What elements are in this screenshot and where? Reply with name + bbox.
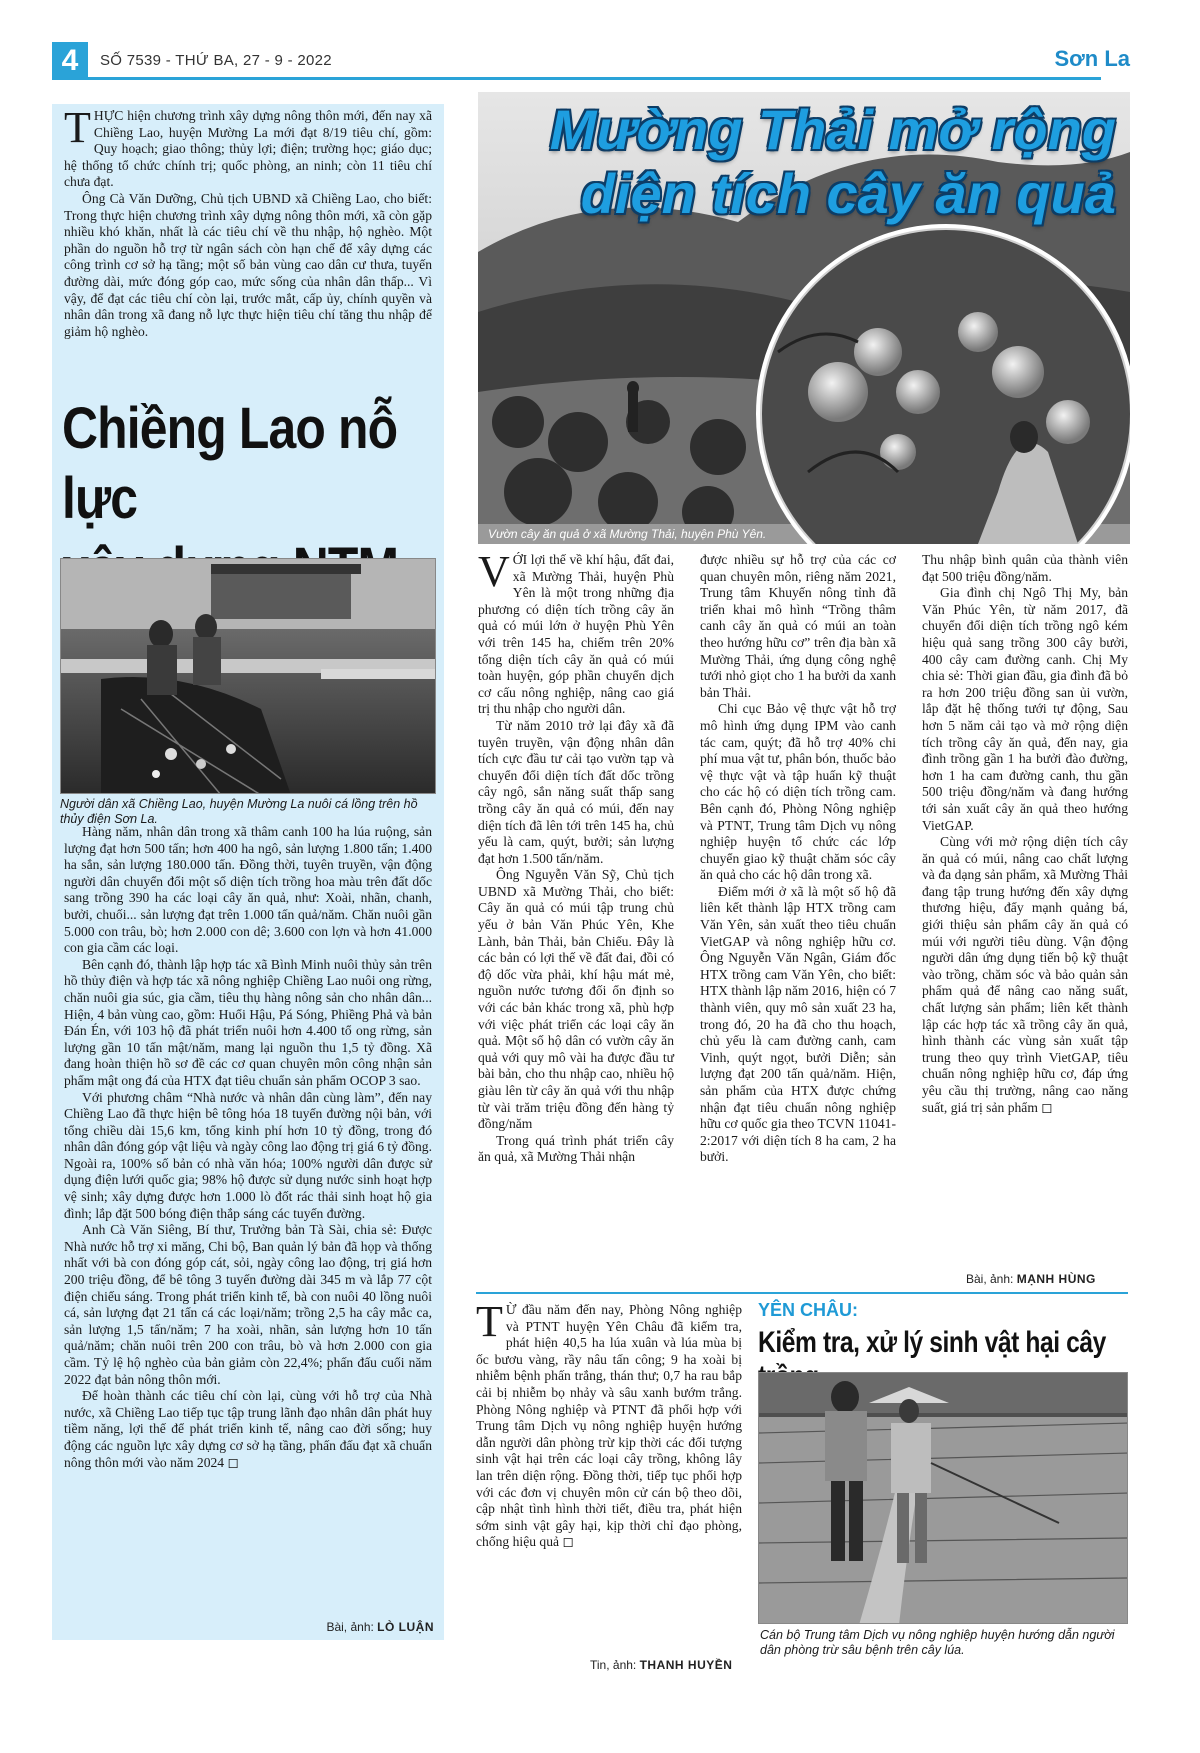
paragraph: Trong quá trình phát triển cây ăn quả, xã Mường Thải nhận — [478, 1132, 674, 1165]
issue-info: SỐ 7539 - THỨ BA, 27 - 9 - 2022 — [100, 52, 332, 69]
byline-label: Bài, ảnh: — [326, 1620, 374, 1634]
left-article-intro — [64, 103, 432, 340]
byline-name: THANH HUYỀN — [639, 1658, 733, 1672]
paragraph: Ông Cà Văn Dưỡng, Chủ tịch UBND xã Chiềng Lao, cho biết: Trong thực hiện chương trình xây dựng nông thôn mới, xã còn gặp nhiều khó khăn, nhất là các tiêu chí về thu nhập, hộ nghèo. Một phần do nguồn hỗ trợ từ ngân sách còn hạn chế để xây dựng các công trình cơ sở hạ tầng; một số bản vùng cao dân cư thưa, tuyến đường dài, mức đóng góp cao, mức sống của nhân dân thấp... Vì vậy, để đạt các tiêu chí còn lại, trước mắt, cấp ủy, chính quyền và nhân dân trong xã đang nỗ lực thực hiện tiêu chí tăng thu nhập để giảm hộ nghèo. — [64, 190, 432, 339]
page-number: 4 — [52, 42, 88, 80]
fish-photo-caption: Người dân xã Chiềng Lao, huyện Mường La nuôi cá lồng trên hồ thủy điện Sơn La. — [60, 797, 418, 826]
right-article-headline — [478, 98, 1130, 226]
paragraph: Ông Nguyễn Văn Sỹ, Chủ tịch UBND xã Mường Thải, cho biết: Cây ăn quả có múi tập trung chủ yếu ở bản Văn Phúc Yên, Khe Lành, bản Thải, bản Chiếu. Đây là các bản có lợi thế về đất đai, đồi có độ dốc vừa phải, khí hậu mát mẻ, nguồn nước tương đối ổn định so với các bản khác trong xã, phù hợp với việc phát triển các loại cây ăn quả. Một số hộ dân có vườn cây ăn quả với quy mô vài ha được đầu tư bài bản, cho thu nhập cao, nhiều hộ giàu lên từ cây ăn quả với thu nhập từ vài trăm triệu đồng đến hàng tỷ đồng/năm — [478, 867, 674, 1132]
yen-chau-title: Kiểm tra, xử lý sinh vật hại cây — [758, 1326, 1106, 1359]
paragraph: được nhiều sự hỗ trợ của các cơ quan chuyên môn, riêng năm 2021, Trung tâm Khuyến nông tỉnh đã triển khai mô hình “Trồng thâm canh cây ăn quả có múi an toàn theo hướng hữu cơ” trên địa bàn xã Mường Thải, ứng dụng công nghệ tưới nhỏ giọt cho 1 ha bưởi da xanh bản Thải. — [700, 552, 896, 700]
rice-field-image — [759, 1373, 1128, 1624]
left-article — [52, 104, 444, 1640]
dropcap: T — [476, 1297, 503, 1346]
right-byline — [966, 1272, 1096, 1286]
paragraph: Với phương châm “Nhà nước và nhân dân cùng làm”, đến nay Chiềng Lao đã thực hiện bê tông hóa 18 tuyến đường nội bản, với tổng chiều dài 15,6 km, tổng kinh phí hơn 10 tỷ đồng, trong đó nhân dân đóng góp vật liệu và ngày công lao động trị giá 6 tỷ đồng. Ngoài ra, 100% số bản có nhà văn hóa; 100% người dân được sử dụng điện lưới quốc gia; 98% hộ được sử dụng nước sinh hoạt hợp vệ sinh; xây dựng được hơn 1.000 lò đốt rác thải sinh hoạt hộ gia đình; lắp đặt 500 bóng điện thắp sáng các tuyến đường. — [64, 1089, 432, 1221]
paragraph: Chi cục Bảo vệ thực vật hỗ trợ mô hình ứng dụng IPM vào canh tác cam, quýt; đã hỗ trợ 40% chi phí mua vật tư, phân bón, thuốc bảo vệ thực vật và tập huấn kỹ thuật cho các hộ có diện tích trồng cam. Bên cạnh đó, Phòng Nông nghiệp và PTNT, Trung tâm Dịch vụ nông nghiệp huyện tổ chức các lớp chuyển giao kỹ thuật chăm sóc cây ăn quả cho các hộ dân trong xã. — [700, 701, 896, 883]
right-article-col2 — [700, 552, 896, 1166]
yen-chau-kicker: YÊN CHÂU: — [758, 1300, 859, 1320]
paragraph: Gia đình chị Ngô Thị My, bản Văn Phúc Yên, từ năm 2017, đã chuyển đổi diện tích trồng ngô kém hiệu quả sang trồng 300 cây bưởi, 400 cây cam đường canh. Chị My chia sẻ: Thời gian đầu, gia đình đã bỏ ra hơn 200 triệu đồng san ủi vườn, lắp đặt hệ thống tưới tự động, Sau hơn 5 năm cải tạo và mở rộng diện tích trồng cây ăn quả, đến nay, gia đình trồng gần 1 ha bưởi đào đường, hơn 1 ha cam đường canh, thu gần 500 triệu đồng/năm và đang hướng tới sản xuất cây ăn quả theo hướng VietGAP. — [922, 585, 1128, 833]
fish-cage-image — [61, 559, 436, 794]
page-header — [52, 42, 1130, 82]
right-article-col3 — [922, 552, 1128, 1116]
paragraph: Anh Cà Văn Siêng, Bí thư, Trưởng bản Tà Sài, chia sẻ: Được Nhà nước hỗ trợ xi măng, Chi bộ, Ban quản lý bản đã họp và thống nhất với bà con đóng góp cát, sỏi, ngày công lao động, trị giá hơn 200 triệu đồng, để bê tông 3 tuyến đường dài 345 m và lắp 77 cột điện chiếu sáng. Trong phát triển kinh tế, bà con nuôi 40 lồng nuôi cá, sản lượng đạt 21 tấn cá các loại/năm; trồng 2,5 ha cây mắc ca, sản lượng 1,5 tấn/năm; 7 ha xoài, nhãn, sản lượng hơn 10 tấn quả/năm; chăn nuôi trên 200 con trâu, bò và hơn 2.000 con gia cầm. Tỷ lệ hộ nghèo của bản giảm còn 22,4%; phấn đấu cuối năm 2022 đạt bản nông thôn mới. — [64, 1222, 432, 1387]
paragraph: Cùng với mở rộng diện tích cây ăn quả có múi, nâng cao chất lượng và đa dạng sản phẩm, xã Mường Thải đang tập trung hướng đến xây dựng thương hiệu, đẩy mạnh quảng bá, giới thiệu sản phẩm cây ăn quả có múi với người tiêu dùng. Vận động người dân ứng dụng tiến bộ kỹ thuật vào trồng, chăm sóc và bảo quản sản phẩm quả để nâng cao năng suất, chất lượng sản phẩm; liên kết thành lập các hợp tác xã trồng cây ăn quả, hình thành các vùng sản xuất tập trung theo quy trình VietGAP, tiêu chuẩn nông nghiệp hữu cơ, đáp ứng yêu cầu thị trường, nâng cao năng suất, giá trị sản phẩm ◻ — [922, 834, 1128, 1115]
paragraph: Thu nhập bình quân của thành viên đạt 500 triệu đồng/năm. — [922, 552, 1128, 584]
dropcap: T — [64, 103, 91, 152]
yen-chau-body — [476, 1297, 742, 1551]
byline-name: MẠNH HÙNG — [1016, 1272, 1096, 1286]
rice-photo-caption: Cán bộ Trung tâm Dịch vụ nông nghiệp huyện hướng dẫn người dân phòng trừ sâu bệnh trên cây lúa. — [760, 1628, 1115, 1657]
title-line: Chiềng Lao nỗ lực — [62, 396, 398, 531]
left-article-body — [64, 824, 432, 1471]
paragraph: Ừ đầu năm đến nay, Phòng Nông nghiệp và PTNT huyện Yên Châu đã kiểm tra, phát hiện 40,5 ha lúa xuân và lúa mùa bị ốc bươu vàng, rầy nâu tấn công; 9 ha xoài bị nhiễm bệnh phấn trắng, thán thư; 0,7 ha rau bắp cải bị nhiễm bọ nhảy và sâu xanh bướm trắng. Phòng Nông nghiệp và PTNT đã phối hợp với Trung tâm Dịch vụ nông nghiệp huyện hướng dẫn người dân phòng trừ kịp thời các đối tượng sinh vật hại trên các loại cây trồng, không lây lan trên diện rộng. Đồng thời, tiếp tục phối hợp với các đơn vị chuyên môn cử cán bộ theo dõi, cập nhật tình hình thời tiết, điều tra, phát hiện sớm sinh vật gây hại, kịp thời chỉ đạo phòng, chống hiệu quả ◻ — [476, 1302, 742, 1550]
orchard-photo-caption: Vườn cây ăn quả ở xã Mường Thải, huyện Phù Yên. — [488, 527, 767, 541]
byline-label: Bài, ảnh: — [966, 1272, 1014, 1286]
fish-cage-photo — [60, 558, 436, 794]
paragraph: Từ năm 2010 trở lại đây xã đã tuyên truyền, vận động nhân dân tích cực đầu tư cải tạo vườn tạp và chuyển đổi diện tích đất dốc trồng cây ngô, sắn năng suất thấp sang trồng cây ăn quả có múi, đến nay diện tích đã lên tới trên 145 ha, chủ yếu là cam, quýt, bưởi; sản lượng đạt hơn 1.500 tấn/năm. — [478, 717, 674, 866]
paragraph: Hàng năm, nhân dân trong xã thâm canh 100 ha lúa ruộng, sản lượng đạt hơn 500 tấn; hơn 400 ha ngô, sản lượng 1.800 tấn; 1.400 ha sắn, sản lượng 180.000 tấn. Đồng thời, tuyên truyền, vận động người dân chuyển đổi một số diện tích trồng hoa màu trên đất dốc sang trồng 390 ha các loại cây ăn quả, như: Xoài, nhãn, chanh, bưởi, chuối... sản lượng đạt trên 1.000 tấn quả/năm. Chăn nuôi gần 5.000 con trâu, bò; hơn 2.000 con dê; 3.600 con lợn và hơn 41.000 con gia cầm các loại. — [64, 824, 432, 956]
left-byline — [326, 1620, 434, 1634]
header-rule — [88, 77, 1101, 80]
byline-label: Tin, ảnh: — [590, 1658, 637, 1672]
headline-line: diện tích cây ăn quả — [580, 162, 1116, 225]
right-article-col1 — [478, 547, 674, 1166]
section-name: Sơn La — [1054, 46, 1130, 71]
rice-field-photo — [758, 1372, 1128, 1624]
headline-line: Mường Thải mở rộng — [549, 98, 1116, 161]
yen-chau-byline — [590, 1658, 732, 1672]
byline-name: LÒ LUẬN — [377, 1620, 434, 1634]
paragraph: Điểm mới ở xã là một số hộ đã liên kết thành lập HTX trồng cam Văn Yên, sản xuất theo tiêu chuẩn VietGAP và nông nghiệp hữu cơ. Ông Nguyễn Văn Ngân, Giám đốc HTX trồng cam Văn Yên, cho biết: HTX thành lập năm 2016, hiện có 7 thành viên, quy mô sản xuất 23 ha, trong đó, 20 ha đã cho thu hoạch, chủ yếu là cam đường canh, cam Vinh, quýt ngọt, bưởi Diễn; sản lượng đạt 200 tấn quả/năm. Hiện, sản phẩm của HTX được chứng nhận đạt tiêu chuẩn nông nghiệp hữu cơ quốc gia theo TCVN 11041-2:2017 với diện tích 8 ha cam, 2 ha bưởi. — [700, 883, 896, 1165]
paragraph: Bên cạnh đó, thành lập hợp tác xã Bình Minh nuôi thủy sản trên hồ thủy điện và hợp tác xã nông nghiệp Chiềng Lao nuôi ong rừng, chăn nuôi gia súc, gia cầm, tiêu thụ hàng nông sản cho nhân dân... Hiện, 4 bản vùng cao, gồm: Huổi Hậu, Pá Sóng, Phiềng Phả và bản Đán Én, với 103 hộ đã phát triển nuôi hơn 4.400 tổ ong rừng, sản lượng gần 10 tấn mật/năm, mang lại nguồn thu 1,5 tỷ đồng. Xã đang hoàn thiện hồ sơ đề các cơ quan chuyên môn công nhận sản phẩm mật ong đá của HTX đạt tiêu chuẩn sản phẩm OCOP 3 sao. — [64, 956, 432, 1088]
paragraph: ỚI lợi thế về khí hậu, đất đai, xã Mường Thải, huyện Phù Yên là một trong những địa phương có diện tích trồng cây ăn quả có múi lớn ở huyện Phù Yên với trên 145 ha, chiếm trên 20% tổng diện tích cây ăn quả có múi toàn huyện, góp phần chuyển dịch cơ cấu nông nghiệp, nâng cao giá trị thu nhập cho người dân. — [478, 552, 674, 717]
section-divider — [476, 1292, 1128, 1294]
paragraph: HỰC hiện chương trình xây dựng nông thôn mới, đến nay xã Chiềng Lao, huyện Mường La mới đạt 8/19 tiêu chí, gồm: Quy hoạch; giao thông; thủy lợi; điện; trường học; giáo dục; hệ thống tổ chức chính trị; quốc phòng, an ninh; còn 11 tiêu chí chưa đạt. — [64, 108, 432, 190]
paragraph: Để hoàn thành các tiêu chí còn lại, cùng với hỗ trợ của Nhà nước, xã Chiềng Lao tiếp tục tập trung lãnh đạo nhân dân phát huy tiềm năng, lợi thế để phát triển kinh tế, nâng cao đời sống; huy động các nguồn lực xây dựng cơ sở hạ tầng, phấn đấu đạt xã chuẩn nông thôn mới vào năm 2024 ◻ — [64, 1388, 432, 1470]
dropcap: V — [478, 547, 510, 596]
